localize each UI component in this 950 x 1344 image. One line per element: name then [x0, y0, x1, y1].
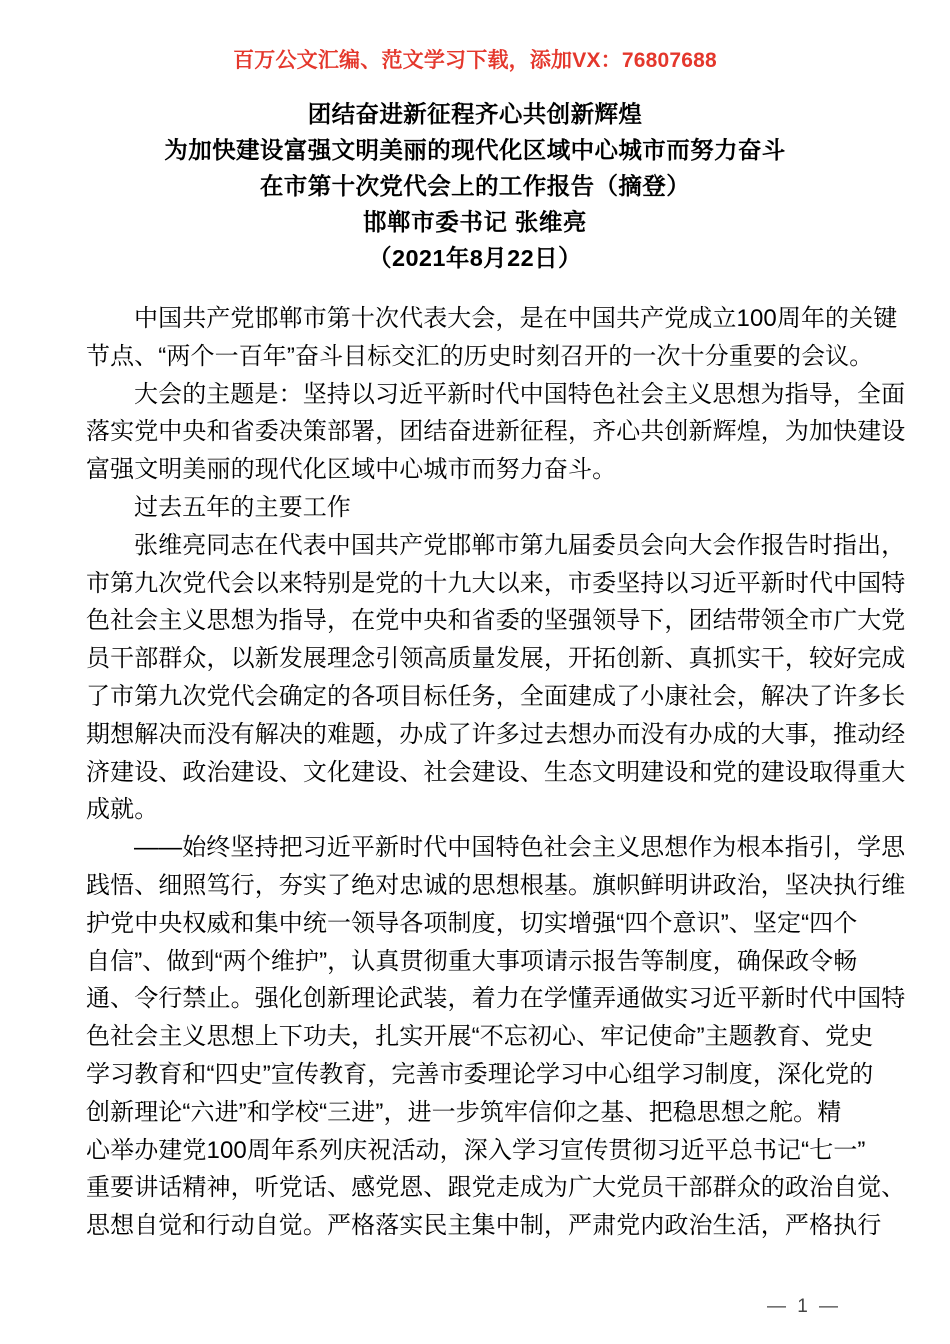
text-line: 通、令行禁止。强化创新理论武装，着力在学懂弄通做实习近平新时代中国特 — [86, 985, 906, 1013]
document-author: 邯郸市委书记 张维亮 — [362, 209, 588, 235]
text-line: 济建设、政治建设、文化建设、社会建设、生态文明建设和党的建设取得重大 — [86, 758, 906, 786]
document-body — [86, 300, 906, 1245]
paragraph-1 — [86, 300, 898, 376]
text-line: 节点、“两个一百年”奋斗目标交汇的历史时刻召开的一次十分重要的会议。 — [86, 342, 874, 370]
title-line-2: 为加快建设富强文明美丽的现代化区域中心城市而努力奋斗 — [164, 137, 786, 163]
document-date: （2021年8月22日） — [368, 245, 582, 271]
text-line: 成就。 — [86, 796, 159, 824]
text-line: 心举办建党100周年系列庆祝活动，深入学习宣传贯彻习近平总书记“七一” — [86, 1136, 866, 1164]
promo-banner-text: 百万公文汇编、范文学习下载，添加VX：76807688 — [233, 49, 717, 72]
text-line: 思想自觉和行动自觉。严格落实民主集中制，严肃党内政治生活，严格执行 — [86, 1212, 882, 1240]
text-line: 护党中央权威和集中统一领导各项制度，切实增强“四个意识”、坚定“四个 — [86, 909, 858, 937]
text-line: 市第九次党代会以来特别是党的十九大以来，市委坚持以习近平新时代中国特 — [86, 569, 906, 597]
text-line: 自信”、做到“两个维护”，认真贯彻重大事项请示报告等制度，确保政令畅 — [86, 947, 858, 975]
text-line: 张维亮同志在代表中国共产党邯郸市第九届委员会向大会作报告时指出， — [134, 531, 906, 559]
page-number: — 1 — — [766, 1296, 842, 1317]
text-line: 色社会主义思想上下功夫，扎实开展“不忘初心、牢记使命”主题教育、党史 — [86, 1023, 874, 1051]
text-line: 创新理论“六进”和学校“三进”，进一步筑牢信仰之基、把稳思想之舵。精 — [86, 1098, 842, 1126]
text-line: 期想解决而没有解决的难题，办成了许多过去想办而没有办成的大事，推动经 — [86, 720, 906, 748]
paragraph-4 — [86, 527, 906, 829]
title-line-3: 在市第十次党代会上的工作报告（摘登） — [259, 173, 691, 199]
text-line: 过去五年的主要工作 — [134, 493, 351, 521]
text-line: 学习教育和“四史”宣传教育，完善市委理论学习中心组学习制度，深化党的 — [86, 1060, 874, 1088]
text-line: 落实党中央和省委决策部署，团结奋进新征程，齐心共创新辉煌，为加快建设 — [86, 418, 906, 446]
text-line: 了市第九次党代会确定的各项目标任务，全面建成了小康社会，解决了许多长 — [86, 682, 906, 710]
text-line: 员干部群众，以新发展理念引领高质量发展，开拓创新、真抓实干，较好完成 — [86, 645, 906, 673]
text-line: 大会的主题是：坚持以习近平新时代中国特色社会主义思想为指导，全面 — [134, 380, 906, 408]
text-line: ——始终坚持把习近平新时代中国特色社会主义思想作为根本指引，学思 — [134, 834, 906, 862]
title-line-1: 团结奋进新征程齐心共创新辉煌 — [307, 101, 643, 127]
text-line: 中国共产党邯郸市第十次代表大会，是在中国共产党成立100周年的关键 — [134, 305, 898, 332]
paragraph-5 — [86, 829, 906, 1245]
text-line: 践悟、细照笃行，夯实了绝对忠诚的思想根基。旗帜鲜明讲政治，坚决执行维 — [86, 871, 906, 899]
document-title-block — [0, 96, 950, 276]
paragraph-3-section-heading — [86, 489, 868, 527]
page-footer — [0, 1296, 950, 1318]
paragraph-2 — [86, 376, 906, 489]
text-line: 重要讲话精神，听党话、感党恩、跟党走成为广大党员干部群众的政治自觉、 — [86, 1174, 906, 1202]
text-line: 色社会主义思想为指导，在党中央和省委的坚强领导下，团结带领全市广大党 — [86, 607, 906, 635]
text-line: 富强文明美丽的现代化区域中心城市而努力奋斗。 — [86, 456, 617, 484]
